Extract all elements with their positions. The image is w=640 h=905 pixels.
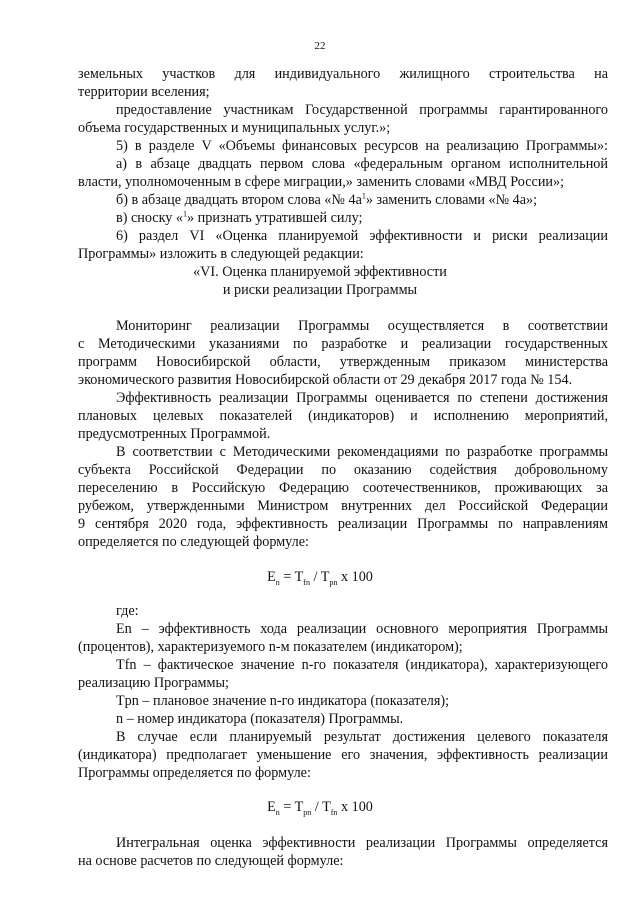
text-line: земельных участков для индивидуального жилищного строительства на [78,66,608,82]
text-line: рубежом, утвержденными Министром внутренних дел Российской Федерации [78,498,608,514]
text-line: плановых целевых показателей (индикаторов) и исполнению мероприятий, [78,408,608,424]
text-line: В случае если планируемый результат достижения целевого показателя [116,729,608,745]
text-line: (процентов), характеризуемого n-м показателем (индикатором); [78,639,463,655]
text-line: переселению в Российскую Федерацию соотечественников, проживающих за [78,480,608,496]
text-line: Программы» изложить в следующей редакции: [78,246,364,262]
formula: $E_n = T_{pn} / T_{fn}$ x 100 [267,799,373,817]
text-line: б) в абзаце двадцать втором слова «№ $4а^1$» заменить словами «№ 4а»; [116,191,538,208]
text-line: объема государственных и муниципальных услуг.»; [78,120,391,136]
text-line: Эффективность реализации Программы оценивается по степени достижения [116,390,608,406]
text-line: субъекта Российской Федерации по оказанию содействия добровольному [78,462,608,478]
text-line: экономического развития Новосибирской области от 29 декабря 2017 года № 154. [78,372,573,388]
text-line: Тpn – плановое значение n-го индикатора (показателя); [116,693,450,709]
text-line: предоставление участникам Государственной программы гарантированного [116,102,608,118]
formula: $E_n = T_{fn} / T_{pn}$ x 100 [267,569,373,587]
text-line: Мониторинг реализации Программы осуществляется в соответствии [116,318,608,334]
text-line: на основе расчетов по следующей формуле: [78,853,344,869]
text-line: Интегральная оценка эффективности реализации Программы определяется [116,835,608,851]
text-line: В соответствии с Методическими рекомендациями по разработке программы [116,444,608,460]
section-heading: и риски реализации Программы [222,282,418,298]
superscript: 1 [361,191,366,201]
text-line: 6) раздел VI «Оценка планируемой эффективности и риски реализации [116,228,608,244]
text-line: программ Новосибирской области, утвержденным приказом министерства [78,354,608,370]
text-line: предусмотренных Программой. [78,426,271,442]
text-line: 9 сентября 2020 года, эффективность реализации Программы по направлениям [78,516,608,532]
text-line: в) сноску «$^1$» признать утратившей силу; [116,209,363,226]
text-line: n – номер индикатора (показателя) Программы. [116,711,404,727]
section-heading: «VI. Оценка планируемой эффективности [193,264,447,280]
text-line: (индикатора) предполагает уменьшение его значения, эффективность реализации [78,747,608,763]
text-line: а) в абзаце двадцать первом слова «федеральным органом исполнительной [116,156,608,172]
text-line: где: [116,603,139,619]
text-line: с Методическими указаниями по разработке и реализации государственных [78,336,608,352]
text-line: Программы определяется по формуле: [78,765,311,781]
superscript: 1 [183,209,188,219]
text-line: территории вселения; [78,84,210,100]
text-line: власти, уполномоченным в сфере миграции,» заменить словами «МВД России»; [78,174,565,190]
text-line: определяется по следующей формуле: [78,534,309,550]
text-line: Тfn – фактическое значение n-го показателя (индикатора), характеризующего [116,657,608,673]
text-line: Еn – эффективность хода реализации основного мероприятия Программы [116,621,608,637]
text-line: реализацию Программы; [78,675,229,691]
text-line: 5) в разделе V «Объемы финансовых ресурсов на реализацию Программы»: [116,138,608,154]
page-number: 22 [314,40,326,52]
